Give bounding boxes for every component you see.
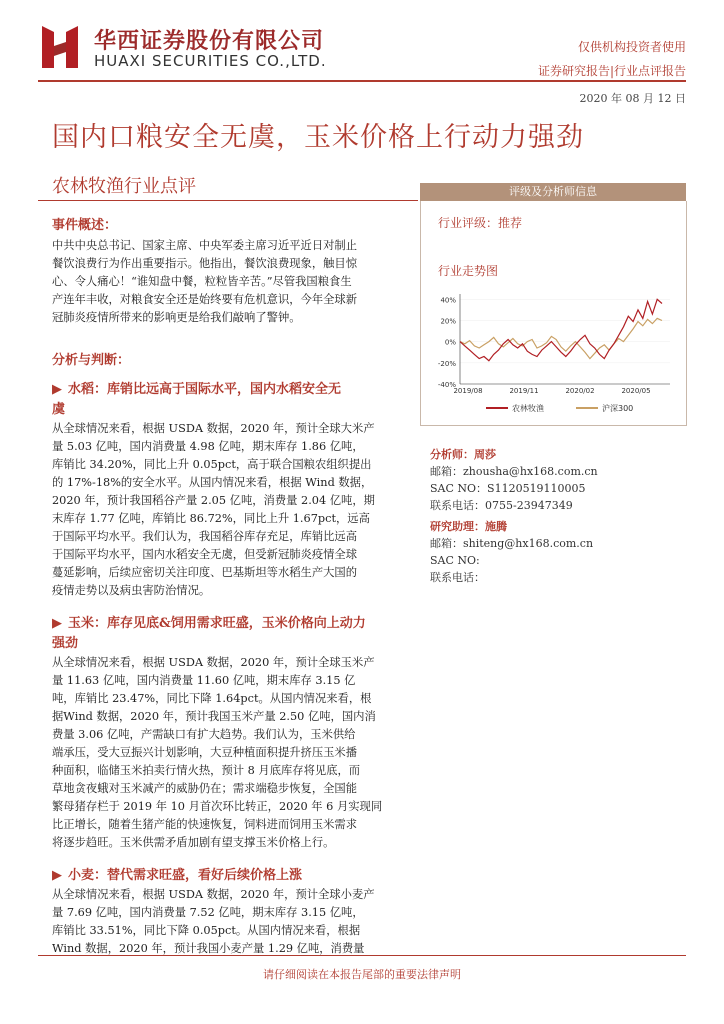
text-line: 从全球情况来看，根据 USDA 数据，2020 年，预计全球玉米产 xyxy=(52,656,375,669)
event-paragraph xyxy=(52,237,400,327)
sidebar-header: 评级及分析师信息 xyxy=(420,183,686,201)
triangle-bullet-icon: ▶ xyxy=(52,868,62,883)
triangle-bullet-icon: ▶ xyxy=(52,382,62,397)
y-tick-label: -40% xyxy=(437,381,456,389)
assistant-name: 研究助理：施腾 xyxy=(430,520,507,533)
analyst-info xyxy=(430,446,598,514)
text-line: 种面积，临储玉米拍卖行情火热，预计 8 月底库存将见底，而 xyxy=(52,764,361,777)
triangle-bullet-icon: ▶ xyxy=(52,616,62,631)
text-line: 疫情走势以及病虫害防治情况。 xyxy=(52,584,211,597)
rice-heading: ▶ 水稻：库销比远高于国际水平，国内水稻安全无 虞 xyxy=(52,382,342,417)
assistant-sac: SAC NO: xyxy=(430,554,480,567)
report-title: 国内口粮安全无虞，玉米价格上行动力强劲 xyxy=(52,122,584,153)
assistant-email: 邮箱：shiteng@hx168.com.cn xyxy=(430,537,594,550)
corn-heading: ▶ 玉米：库存见底&饲用需求旺盛，玉米价格向上动力 强劲 xyxy=(52,616,366,651)
industry-rating: 行业评级：推荐 xyxy=(438,216,523,230)
x-tick-label: 2019/08 xyxy=(453,387,483,395)
footer-disclaimer: 请仔细阅读在本报告尾部的重要法律声明 xyxy=(263,968,461,981)
corn-paragraph xyxy=(52,654,400,852)
industry-trend-chart xyxy=(426,286,680,418)
wheat-paragraph xyxy=(52,886,400,958)
text-line: Wind 数据，2020 年，预计我国小麦产量 1.29 亿吨，消费量 xyxy=(52,942,365,955)
subtitle-divider xyxy=(38,200,418,201)
text-line: 库销比 33.51%，同比下降 0.05pct。从国内情况来看，根据 xyxy=(52,924,361,937)
wheat-heading: ▶ 小麦：替代需求旺盛，看好后续价格上涨 xyxy=(52,866,400,886)
footer-divider xyxy=(38,955,686,956)
text-line: 库销比 34.20%，同比上升 0.05pct，高于联合国粮农组织提出 xyxy=(52,458,372,471)
x-tick-label: 2019/11 xyxy=(509,387,539,395)
assistant-phone: 联系电话： xyxy=(430,571,485,584)
text-line: 量 7.69 亿吨，国内消费量 7.52 亿吨，期末库存 3.15 亿吨， xyxy=(52,906,364,919)
analysis-heading: 分析与判断： xyxy=(52,353,131,368)
legend-label: 农林牧渔 xyxy=(512,404,544,413)
text-line: 据Wind 数据，2020 年，预计我国玉米产量 2.50 亿吨，国内消 xyxy=(52,710,376,723)
analyst-sac: SAC NO：S1120519110005 xyxy=(430,482,586,495)
analyst-phone: 联系电话：0755-23947349 xyxy=(430,499,573,512)
text-line: 餐饮浪费行为作出重要指示。他指出，餐饮浪费现象，触目惊 xyxy=(52,257,358,270)
header-divider xyxy=(38,80,686,82)
text-line: 于国际平均水平。我们认为，我国稻谷库存充足，库销比远高 xyxy=(52,530,358,543)
text-line: 量 5.03 亿吨，国内消费量 4.98 亿吨，期末库存 1.86 亿吨， xyxy=(52,440,364,453)
text-line: 心、令人痛心！“谁知盘中餐，粒粒皆辛苦。”尽管我国粮食生 xyxy=(52,275,352,288)
assistant-info xyxy=(430,518,593,586)
text-line: 量 11.63 亿吨，国内消费量 11.60 亿吨，期末库存 3.15 亿 xyxy=(52,674,356,687)
text-line: 于国际平均水平，国内水稻安全无虞，但受新冠肺炎疫情全球 xyxy=(52,548,358,561)
y-tick-label: 20% xyxy=(440,317,456,326)
analyst-email: 邮箱：zhousha@hx168.com.cn xyxy=(430,465,598,478)
x-tick-label: 2020/02 xyxy=(565,387,595,395)
y-tick-label: 0% xyxy=(444,338,456,347)
text-line: 费量 3.06 亿吨，产需缺口有扩大趋势。我们认为，玉米供给 xyxy=(52,728,356,741)
analyst-name: 分析师：周莎 xyxy=(430,448,496,461)
text-line: 草地贪夜蛾对玉米减产的威胁仍在；需求端稳步恢复，全国能 xyxy=(52,782,358,795)
text-line: 端承压，受大豆振兴计划影响，大豆种植面积提升挤压玉米播 xyxy=(52,746,358,759)
text-line: 2020 年，预计我国稻谷产量 2.05 亿吨，消费量 2.04 亿吨，期 xyxy=(52,494,375,507)
text-line: 中共中央总书记、国家主席、中央军委主席习近平近日对制止 xyxy=(52,239,358,252)
event-heading: 事件概述： xyxy=(52,218,118,233)
x-tick-label: 2020/05 xyxy=(621,387,651,395)
report-subtitle: 农林牧渔行业点评 xyxy=(52,176,196,197)
y-tick-label: 40% xyxy=(440,296,456,305)
rice-paragraph xyxy=(52,420,400,600)
report-date: 2020 年 08 月 12 日 xyxy=(579,92,686,105)
text-line: 的 17%-18%的安全水平。从国内情况来看，根据 Wind 数据， xyxy=(52,476,373,489)
text-line: 比正增长，随着生猪产能的快速恢复，饲料进而饲用玉米需求 xyxy=(52,818,358,831)
company-name-en: HUAXI SECURITIES CO.,LTD. xyxy=(94,52,327,70)
company-logo-icon xyxy=(38,22,82,72)
main-column xyxy=(52,214,400,958)
text-line: 将逐步趋旺。玉米供需矛盾加剧有望支撑玉米价格上行。 xyxy=(52,836,335,849)
text-line: 从全球情况来看，根据 USDA 数据，2020 年，预计全球小麦产 xyxy=(52,888,375,901)
report-type-tag: 证券研究报告|行业点评报告 xyxy=(537,64,686,78)
text-line: 繁母猪存栏于 2019 年 10 月首次环比转正，2020 年 6 月实现同 xyxy=(52,800,383,813)
text-line: 吨，库销比 23.47%，同比下降 1.64pct。从国内情况来看，根 xyxy=(52,692,372,705)
text-line: 蔓延影响，后续应密切关注印度、巴基斯坦等水稻生产大国的 xyxy=(52,566,358,579)
legend-label: 沪深300 xyxy=(602,404,634,413)
text-line: 末库存 1.77 亿吨，库销比 86.72%，同比上升 1.67pct，远高 xyxy=(52,512,370,525)
text-line: 冠肺炎疫情所带来的影响更是给我们敲响了警钟。 xyxy=(52,311,301,324)
audience-tag: 仅供机构投资者使用 xyxy=(577,40,686,54)
company-name-cn: 华西证券股份有限公司 xyxy=(94,29,325,54)
text-line: 产连年丰收，对粮食安全还是始终要有危机意识，今年全球新 xyxy=(52,293,358,306)
text-line: 从全球情况来看，根据 USDA 数据，2020 年，预计全球大米产 xyxy=(52,422,375,435)
trend-chart-label: 行业走势图 xyxy=(438,264,499,278)
y-tick-label: -20% xyxy=(437,359,456,368)
